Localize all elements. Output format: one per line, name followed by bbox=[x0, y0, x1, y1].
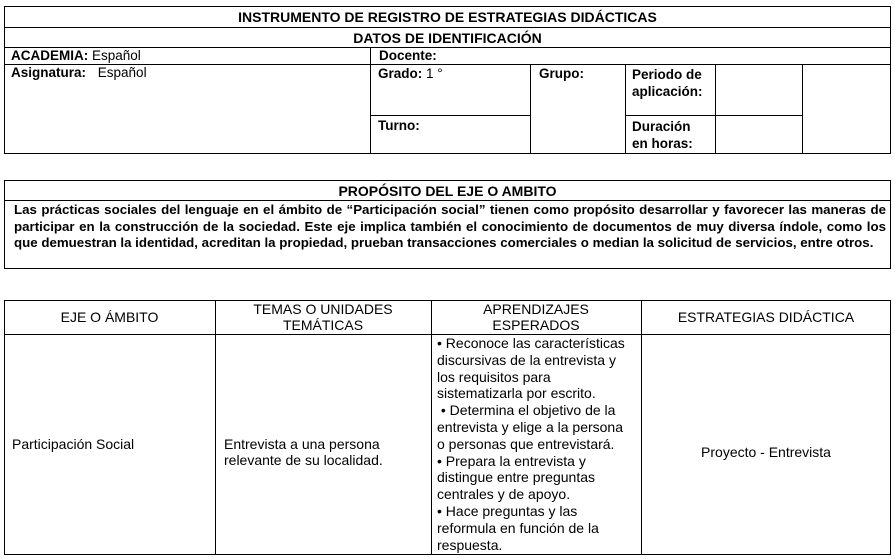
grado-field bbox=[378, 66, 443, 82]
aprendizaje-line: discursivas de la entrevista y bbox=[437, 351, 616, 368]
asignatura-value: Español bbox=[97, 65, 147, 80]
divider bbox=[4, 200, 891, 201]
header-estrategias: ESTRATEGIAS DIDÁCTICA bbox=[677, 309, 855, 325]
grado-label: Grado: bbox=[378, 66, 423, 81]
purpose-section bbox=[4, 180, 891, 269]
identification-table bbox=[4, 6, 891, 154]
aprendizaje-line: • Hace preguntas y las bbox=[437, 502, 578, 519]
cell-tema-line2: relevante de su localidad. bbox=[224, 452, 383, 468]
aprendizaje-line: entrevista y elige a la persona bbox=[437, 418, 623, 435]
divider bbox=[370, 115, 530, 116]
divider bbox=[4, 27, 891, 28]
divider bbox=[530, 64, 531, 154]
header-temas-line2: TEMÁTICAS bbox=[282, 317, 364, 333]
divider bbox=[641, 300, 642, 555]
turno-label: Turno: bbox=[378, 118, 420, 133]
divider bbox=[370, 47, 371, 154]
divider bbox=[431, 300, 432, 555]
periodo-label bbox=[632, 66, 703, 100]
docente-label: Docente: bbox=[379, 48, 437, 63]
section-title-identification: DATOS DE IDENTIFICACIÓN bbox=[353, 30, 542, 46]
aprendizaje-line: los requisitos para bbox=[437, 368, 551, 385]
aprendizaje-line: reformula en función de la bbox=[437, 519, 599, 536]
divider bbox=[215, 300, 216, 555]
academia-value: Español bbox=[88, 48, 141, 63]
aprendizaje-line: o personas que entrevistará. bbox=[437, 435, 615, 452]
divider bbox=[4, 268, 891, 269]
grupo-label: Grupo: bbox=[539, 66, 584, 81]
cell-aprendizajes bbox=[437, 335, 639, 553]
divider bbox=[802, 64, 803, 154]
purpose-text: Las prácticas sociales del lenguaje en el ámbito de “Participación social” tienen como propósito desarrollar y favorecer las maneras de participar en la construcción de la sociedad. Este eje implica también el conocimiento de documentos de muy diversa índole, como los que demuestran la identidad, acreditan la propiedad, prueban transacciones comerciales o median la solicitud de servicios, entre otros. bbox=[14, 202, 886, 251]
divider bbox=[715, 64, 716, 154]
header-aprendizajes bbox=[431, 301, 641, 333]
header-temas bbox=[215, 301, 431, 333]
aprendizaje-line: centrales y de apoyo. bbox=[437, 486, 571, 503]
strategy-table bbox=[4, 300, 891, 555]
aprendizaje-line: distingue entre preguntas bbox=[437, 469, 595, 486]
header-eje: EJE O ÁMBITO bbox=[60, 309, 159, 325]
header-aprendizajes-line2: ESPERADOS bbox=[492, 317, 580, 333]
aprendizaje-line: respuesta. bbox=[437, 536, 503, 553]
academia-field bbox=[11, 48, 141, 64]
divider bbox=[625, 115, 802, 116]
aprendizaje-line: • Reconoce las características bbox=[437, 335, 625, 351]
duracion-label bbox=[632, 118, 693, 152]
purpose-title: PROPÓSITO DEL EJE O AMBITO bbox=[338, 183, 557, 199]
duracion-label-line1: Duración bbox=[632, 119, 691, 134]
header-temas-line1: TEMAS O UNIDADES bbox=[253, 301, 393, 317]
periodo-label-line2: aplicación: bbox=[632, 84, 703, 99]
academia-label: ACADEMIA: bbox=[11, 48, 89, 63]
asignatura-label: Asignatura: bbox=[11, 65, 87, 80]
document-title: INSTRUMENTO DE REGISTRO DE ESTRATEGIAS DIDÁCTICAS bbox=[238, 9, 657, 25]
aprendizaje-line: • Prepara la entrevista y bbox=[437, 452, 586, 469]
aprendizaje-line: sistematizarla por escrito. bbox=[437, 385, 596, 402]
divider bbox=[625, 64, 626, 154]
cell-tema bbox=[224, 436, 383, 468]
cell-tema-line1: Entrevista a una persona bbox=[224, 436, 380, 452]
asignatura-field bbox=[11, 65, 147, 81]
header-aprendizajes-line1: APRENDIZAJES bbox=[483, 301, 589, 317]
duracion-label-line2: en horas: bbox=[632, 136, 693, 151]
aprendizaje-line: • Determina el objetivo de la bbox=[437, 402, 616, 419]
divider bbox=[4, 180, 891, 181]
periodo-label-line1: Periodo de bbox=[632, 67, 702, 82]
cell-estrategia: Proyecto - Entrevista bbox=[701, 444, 831, 460]
grado-value: 1 ° bbox=[422, 66, 443, 81]
cell-eje: Participación Social bbox=[12, 436, 135, 452]
